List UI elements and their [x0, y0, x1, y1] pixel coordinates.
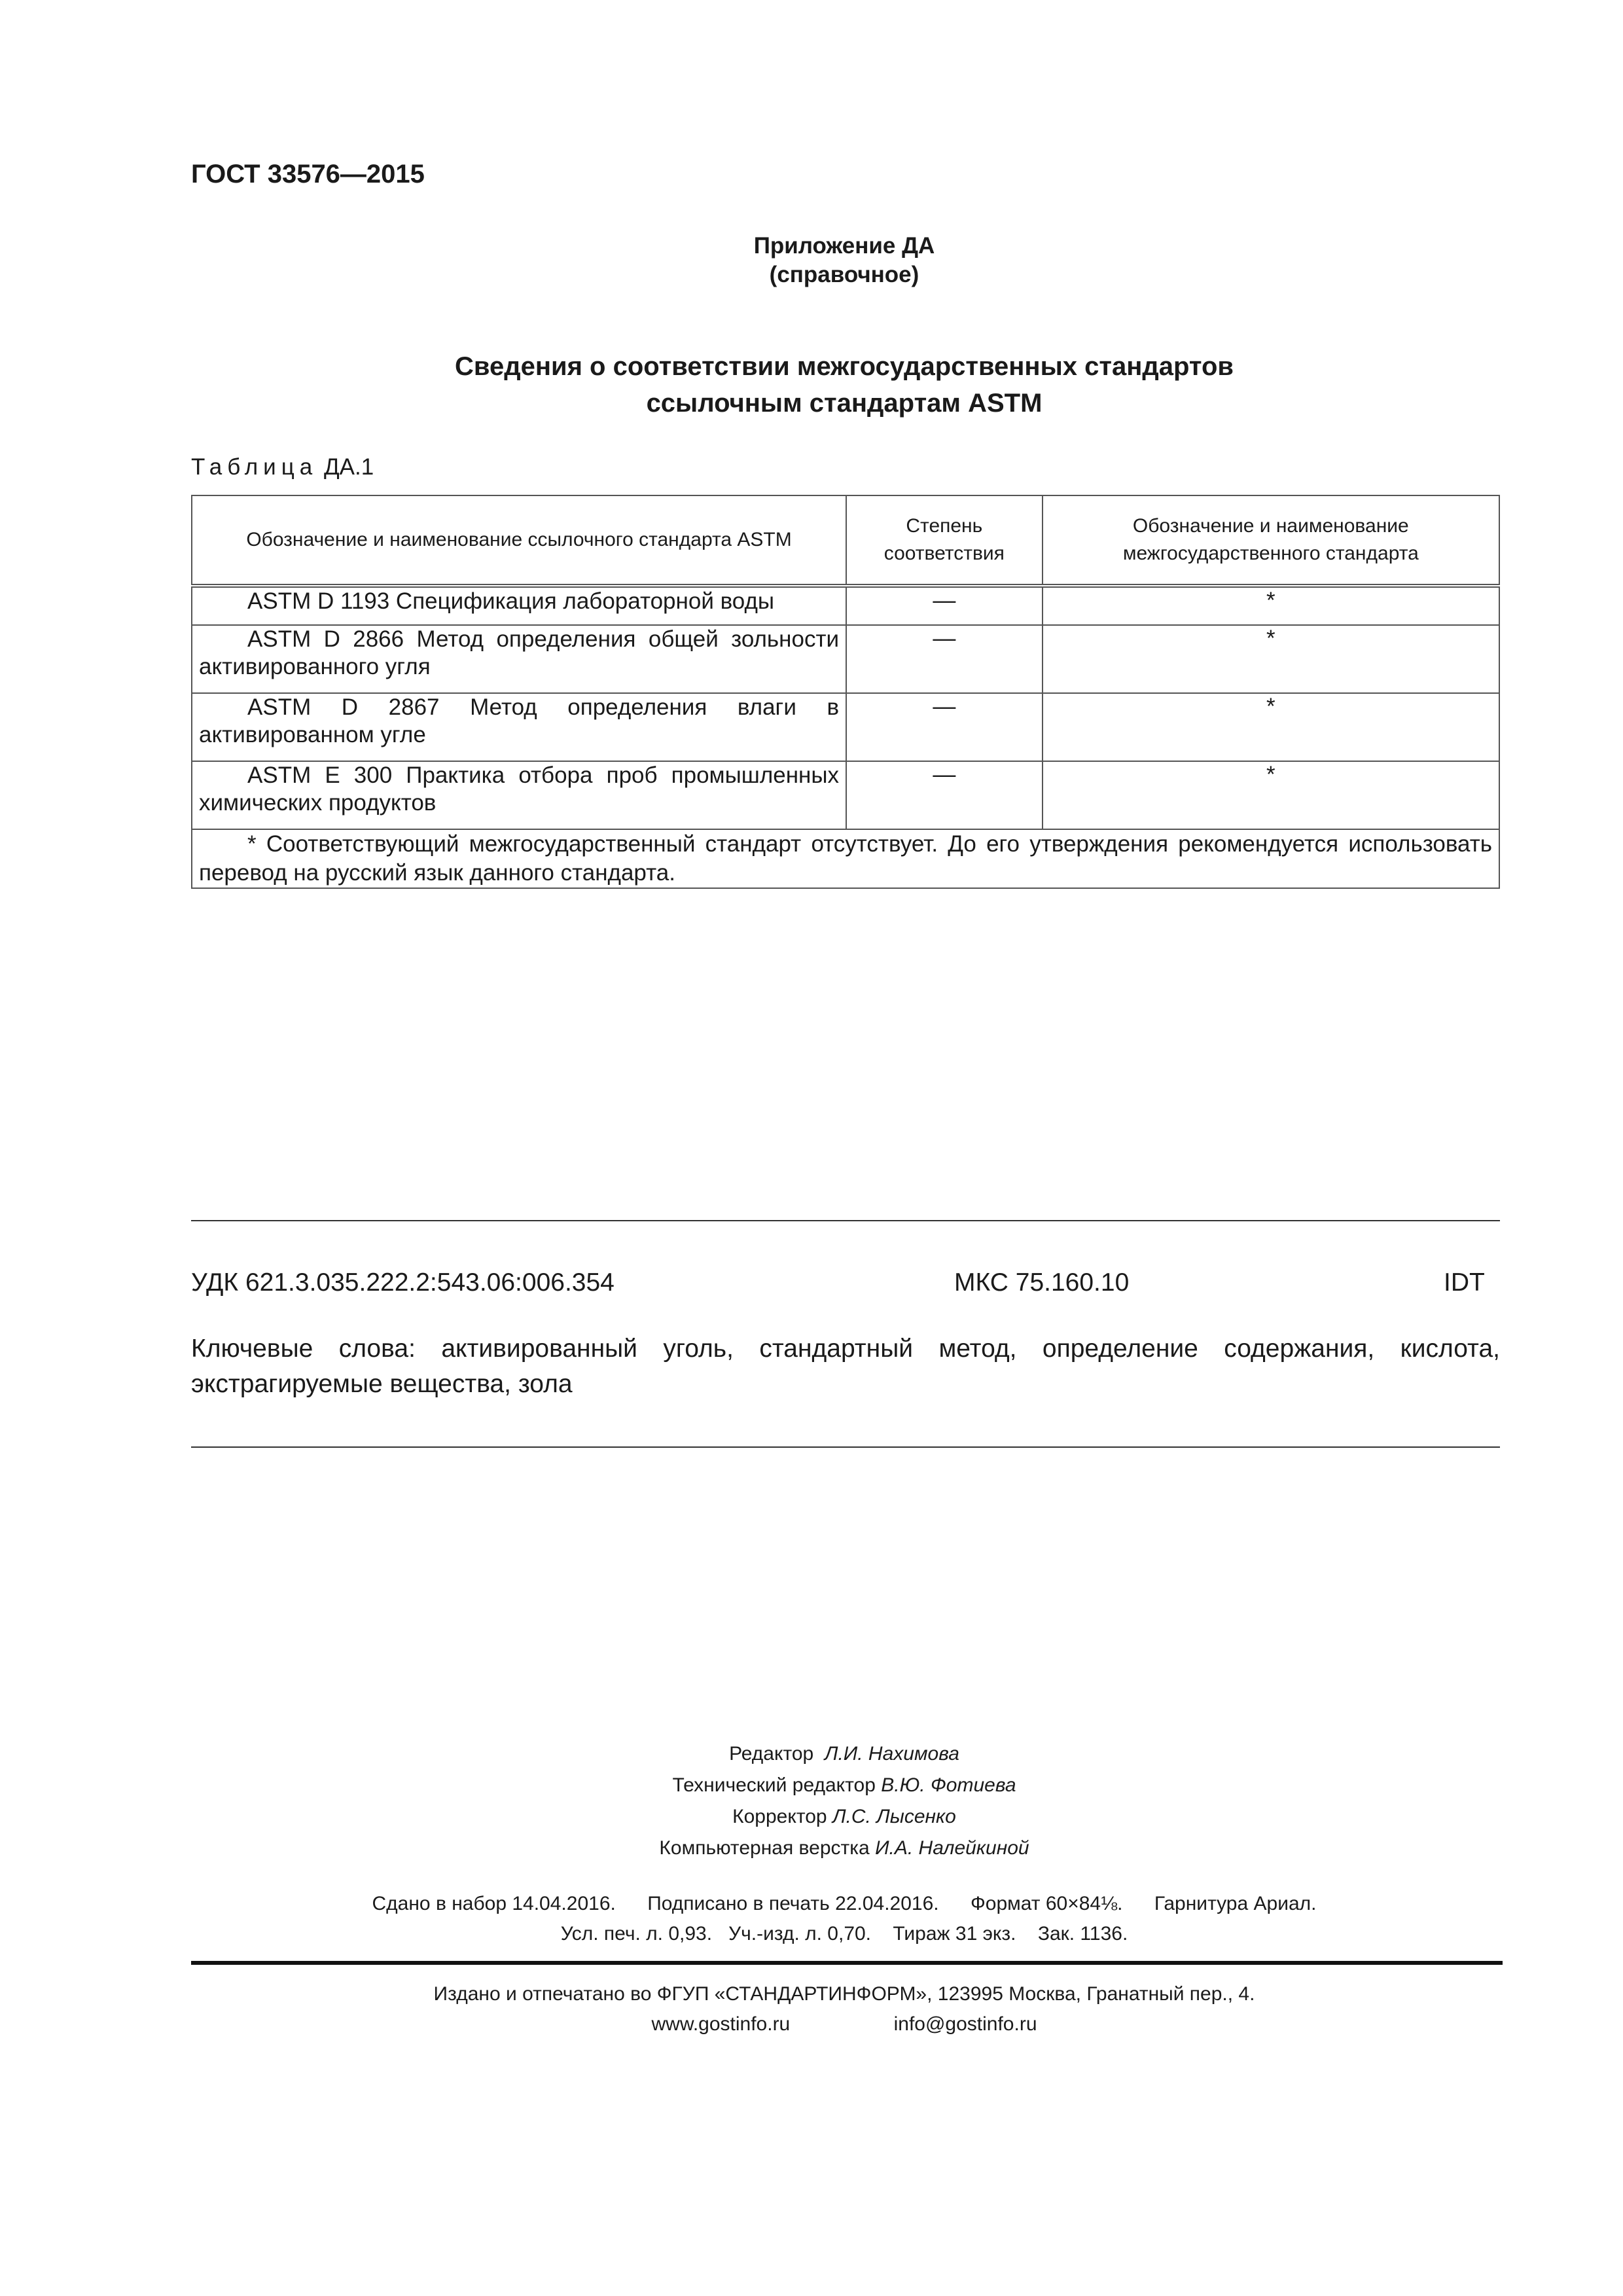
row-degree: —: [846, 586, 1043, 625]
table-caption: [191, 454, 374, 480]
row-degree: —: [846, 693, 1043, 761]
table-header-row: [192, 495, 1499, 586]
print-info-line1: Сдано в набор 14.04.2016. Подписано в печать 22.04.2016. Формат 60×84⅛. Гарнитура Ариал.: [372, 1893, 1317, 1914]
publisher-divider: [191, 1961, 1503, 1965]
section-title-line1: Сведения о соответствии межгосударственных стандартов: [455, 352, 1234, 381]
table-caption-number: ДА.1: [323, 454, 374, 480]
row-standard-name: ASTM E 300 Практика отбора проб промышленных химических продуктов: [192, 761, 846, 829]
credit-proofreader: Корректор Л.С. Лысенко: [732, 1806, 956, 1827]
header-interstate-standard: [1043, 495, 1499, 586]
header-degree-text: Степень соответствия: [883, 515, 1005, 564]
udk-code: УДК 621.3.035.222.2:543.06:006.354: [191, 1268, 615, 1297]
header-astm-standard: Обозначение и наименование ссылочного стандарта ASTM: [192, 495, 846, 586]
credits-block: [0, 1738, 1623, 1864]
publisher-block: [0, 1979, 1623, 2039]
row-interstate: *: [1043, 693, 1499, 761]
table-row: [192, 586, 1499, 625]
header-interstate-text: Обозначение и наименование межгосударственного стандарта: [1122, 515, 1419, 564]
publisher-line: Издано и отпечатано во ФГУП «СТАНДАРТИНФОРМ», 123995 Москва, Гранатный пер., 4.: [433, 1983, 1255, 2005]
row-interstate: *: [1043, 625, 1499, 693]
document-code: ГОСТ 33576—2015: [191, 160, 425, 188]
row-degree: —: [846, 761, 1043, 829]
correspondence-table: [191, 495, 1500, 889]
mks-code: МКС 75.160.10: [954, 1268, 1130, 1297]
table-row: [192, 693, 1499, 761]
publisher-email[interactable]: info@gostinfo.ru: [893, 2013, 1037, 2035]
credit-editor: Редактор Л.И. Нахимова: [729, 1743, 959, 1765]
publisher-website[interactable]: www.gostinfo.ru: [651, 2013, 791, 2035]
row-degree: —: [846, 625, 1043, 693]
appendix-type: (справочное): [769, 262, 919, 287]
row-standard-name: ASTM D 2867 Метод определения влаги в активированном угле: [192, 693, 846, 761]
table-footnote: * Соответствующий межгосударственный стандарт отсутствует. До его утверждения рекомендуется использовать перевод на русский язык данного стандарта.: [192, 829, 1499, 888]
credit-layout: Компьютерная верстка И.А. Налейкиной: [659, 1837, 1029, 1859]
divider-bottom: [191, 1446, 1500, 1448]
divider-top: [191, 1220, 1500, 1221]
table-caption-prefix: Таблица: [191, 454, 318, 480]
row-interstate: *: [1043, 586, 1499, 625]
keywords: Ключевые слова: активированный уголь, стандартный метод, определение содержания, кислота, экстрагируемые вещества, зола: [191, 1335, 1500, 1398]
table-footnote-row: [192, 829, 1499, 888]
row-interstate: *: [1043, 761, 1499, 829]
header-degree: [846, 495, 1043, 586]
row-standard-name: ASTM D 2866 Метод определения общей зольности активированного угля: [192, 625, 846, 693]
idt-label: IDT: [1444, 1268, 1485, 1297]
table-row: [192, 761, 1499, 829]
section-title-line2: ссылочным стандартам ASTM: [646, 389, 1043, 418]
table-row: [192, 625, 1499, 693]
publisher-contacts: [0, 2009, 1623, 2039]
appendix-title: Приложение ДА: [753, 233, 935, 259]
row-standard-name: ASTM D 1193 Спецификация лабораторной воды: [192, 586, 846, 625]
print-info-line2: Усл. печ. л. 0,93. Уч.-изд. л. 0,70. Тираж 31 экз. Зак. 1136.: [560, 1923, 1128, 1945]
print-info: [0, 1889, 1623, 1949]
credit-tech-editor: Технический редактор В.Ю. Фотиева: [672, 1774, 1016, 1796]
